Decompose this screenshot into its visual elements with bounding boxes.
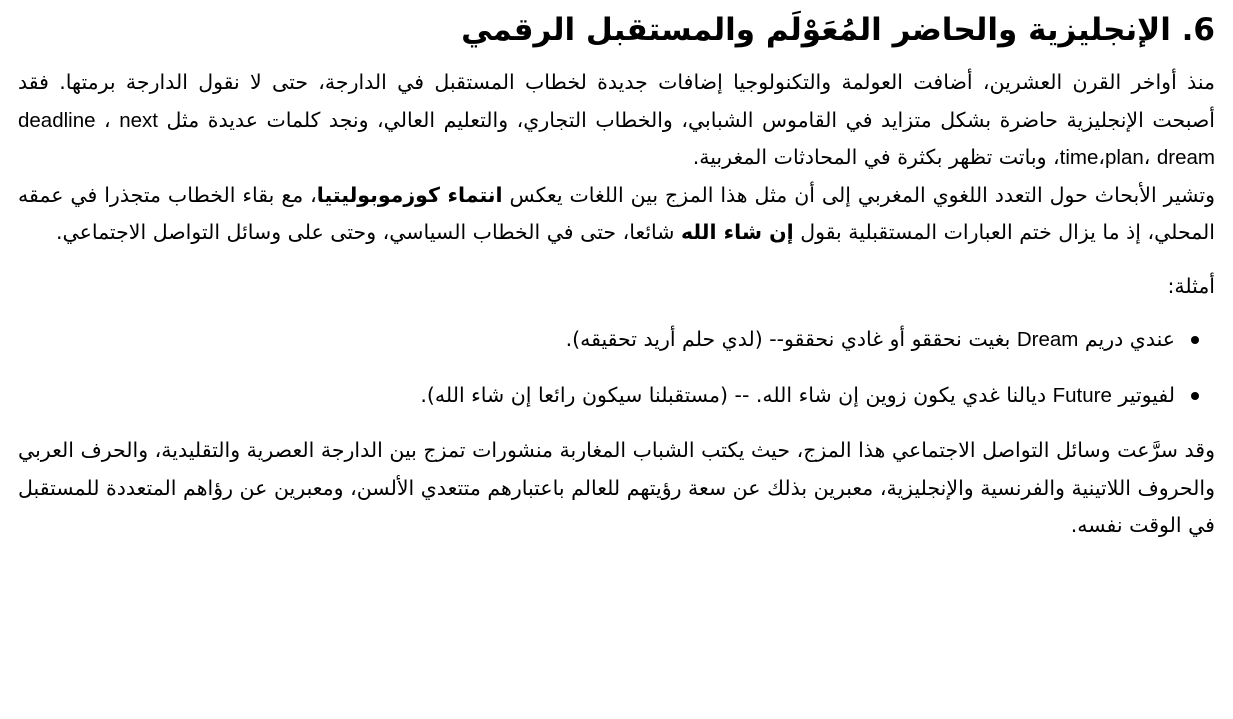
research-text-start: وتشير الأبحاث حول التعدد اللغوي المغربي إلى أن مثل هذا المزج بين اللغات يعكس	[509, 182, 1215, 207]
bullet-icon	[1191, 392, 1199, 400]
list-item	[18, 321, 1175, 359]
term-next-time: next time	[119, 108, 1099, 170]
closing-paragraph: وقد سرَّعت وسائل التواصل الاجتماعي هذا المزج، حيث يكتب الشباب المغاربة منشورات تمزج بين الدارجة العصرية والتقليدية، والحرف العربي والحروف اللاتينية والفرنسية والإنجليزية، معبرين بذلك عن سعة رؤيتهم للعالم باعتبارهم متتعدي الألسن، ومعبرين عن رؤاهم المتعددة للمستقبل في الوقت نفسه.	[18, 438, 1215, 538]
term-plan: plan	[1104, 146, 1144, 170]
example-2-start: لفيوتير	[1118, 382, 1175, 407]
term-deadline: deadline	[18, 108, 96, 132]
cosmopolitan-term: انتماء كوزموبوليتيا	[316, 182, 503, 207]
term-dream: dream	[1156, 146, 1215, 170]
inshallah-term: إن شاء الله	[681, 220, 794, 245]
example-1-start: عندي دريم	[1084, 327, 1175, 352]
intro-paragraph: منذ أواخر القرن العشرين، أضافت العولمة والتكنولوجيا إضافات جديدة لخطاب المستقبل في الدارجة، حتى لا نقول الدارجة برمتها. فقد أصبحت الإنجليزية حاضرة بشكل متزايد في القاموس الشبابي، والخطاب التجاري، والتعليم العالي، ونجد كلمات عديدة مثل deadline ، next time،plan، dream، وباتت تظهر بكثرة في المحادثات المغربية.	[18, 70, 1215, 170]
example-2-term: Future	[1052, 383, 1112, 407]
intro-text-end: ، وباتت تظهر بكثرة في المحادثات المغربية.	[692, 145, 1060, 170]
examples-list	[18, 321, 1215, 414]
research-text-end: شائعا، حتى في الخطاب السياسي، وحتى على وسائل التواصل الاجتماعي.	[56, 220, 675, 245]
example-2-end: ديالنا غدي يكون زوين إن شاء الله. -- (مستقبلنا سيكون رائعا إن شاء الله).	[420, 382, 1047, 407]
example-1-term: Dream	[1016, 328, 1079, 352]
examples-label: أمثلة:	[1167, 273, 1215, 298]
research-text-middle: ، مع بقاء الخطاب متجذرا في عمقه المحلي، إذ ما يزال ختم العبارات المستقبلية بقول	[18, 182, 1215, 245]
list-item	[18, 377, 1175, 415]
intro-text-start: منذ أواخر القرن العشرين، أضافت العولمة والتكنولوجيا إضافات جديدة لخطاب المستقبل في الدارجة، حتى لا نقول الدارجة برمتها. فقد أصبحت الإنجليزية حاضرة بشكل متزايد في القاموس الشبابي، والخطاب التجاري، والتعليم العالي، ونجد كلمات عديدة مثل	[18, 70, 1215, 132]
section-title: الإنجليزية والحاضر المُعَوْلَم والمستقبل الرقمي	[461, 12, 1171, 48]
bullet-icon	[1191, 336, 1199, 344]
section-heading	[18, 10, 1215, 50]
section-number: 6.	[1181, 12, 1215, 48]
example-1-end: بغيت نحققو أو غادي نحققو-- (لدي حلم أريد تحقيقه).	[565, 327, 1011, 352]
research-paragraph	[18, 177, 1215, 252]
